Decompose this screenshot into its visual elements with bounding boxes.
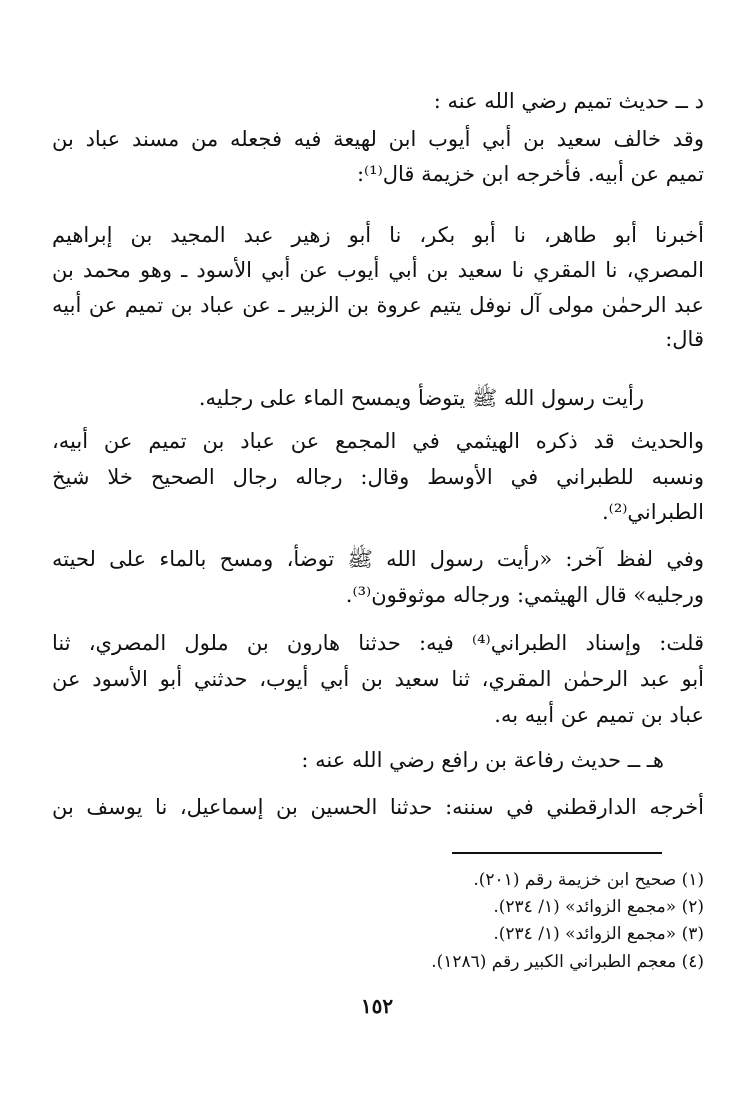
text-line: قال:: [665, 327, 704, 351]
footnote-3: (٣) «مجمع الزوائد» (١/ ٢٣٤).: [493, 924, 704, 944]
text-line: عباد بن تميم عن أبيه به.: [494, 703, 704, 727]
text-line: أخبرنا أبو طاهر، نا أبو بكر، نا أبو زهير عبد المجيد بن إبراهيم: [52, 223, 704, 247]
text-line: أخرجه الدارقطني في سننه: حدثنا الحسين بن إسماعيل، نا يوسف بن: [52, 795, 704, 819]
footnote-divider: [452, 852, 662, 854]
text-line: ورجليه» قال الهيثمي: ورجاله موثوقون⁽³⁾.: [345, 583, 704, 607]
text-line: المصري، نا المقري نا سعيد بن أبي أيوب عن أبي الأسود ـ وهو محمد بن: [52, 258, 704, 282]
text-line: وفي لفظ آخر: «رأيت رسول الله ﷺ توضأ، ومسح بالماء على لحيته: [52, 547, 704, 571]
text-line: تميم عن أبيه. فأخرجه ابن خزيمة قال⁽¹⁾:: [356, 162, 704, 186]
footnote-4: (٤) معجم الطبراني الكبير رقم (١٢٨٦).: [431, 952, 704, 972]
text-line: عبد الرحمٰن مولى آل نوفل يتيم عروة بن الزبير ـ عن عباد بن تميم عن أبيه: [52, 293, 704, 317]
text-line: الطبراني⁽²⁾.: [602, 500, 704, 524]
footnote-1: (١) صحيح ابن خزيمة رقم (٢٠١).: [473, 870, 704, 890]
section-heading-rifaah: هـ ــ حديث رفاعة بن رافع رضي الله عنه :: [301, 748, 664, 772]
text-line: وقد خالف سعيد بن أبي أيوب ابن لهيعة فيه فجعله من مسند عباد بن: [52, 127, 704, 151]
text-line: والحديث قد ذكره الهيثمي في المجمع عن عباد بن تميم عن أبيه،: [52, 429, 704, 453]
hadith-quote: رأيت رسول الله ﷺ يتوضأ ويمسح الماء على رجليه.: [198, 386, 644, 410]
text-line: ونسبه للطبراني في الأوسط وقال: رجاله رجال الصحيح خلا شيخ: [52, 465, 704, 489]
text-line: قلت: وإسناد الطبراني⁽⁴⁾ فيه: حدثنا هارون بن ملول المصري، ثنا: [52, 631, 704, 655]
page-number: ١٥٢: [360, 994, 394, 1018]
section-heading-tamim: د ــ حديث تميم رضي الله عنه :: [433, 89, 704, 113]
text-line: أبو عبد الرحمٰن المقري، ثنا سعيد بن أبي أيوب، حدثني أبو الأسود عن: [52, 667, 704, 691]
footnote-2: (٢) «مجمع الزوائد» (١/ ٢٣٤).: [493, 897, 704, 917]
